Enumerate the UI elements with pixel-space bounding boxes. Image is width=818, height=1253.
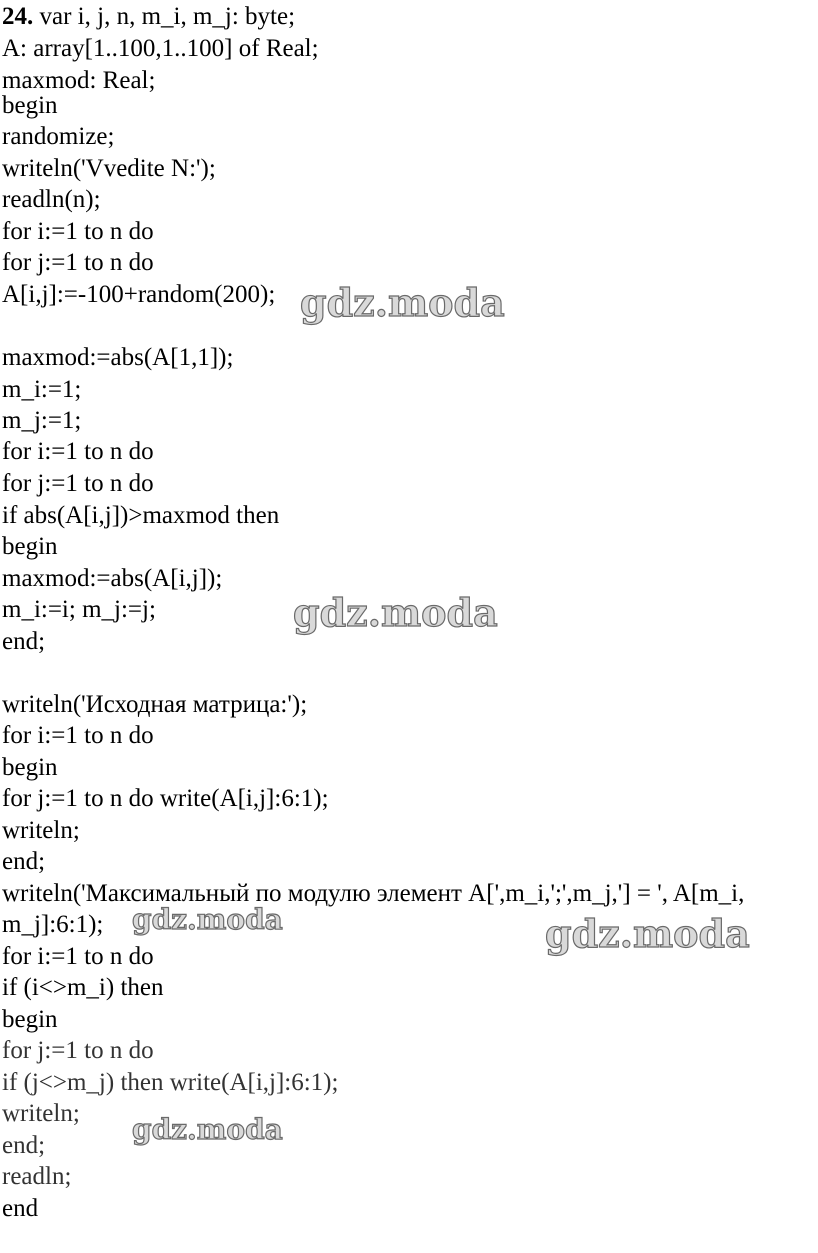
code-line-17: begin (2, 533, 58, 560)
code-line-29: for i:=1 to n do (2, 943, 154, 970)
code-line-18: maxmod:=abs(A[i,j]); (2, 565, 223, 592)
code-text: var i, j, n, m_i, m_j: byte; (33, 3, 296, 30)
code-line-32: for j:=1 to n do (2, 1037, 154, 1064)
code-line-35: end; (2, 1132, 46, 1159)
code-line-27: writeln('Максимальный по модулю элемент A[',m_i,';',m_j,'] = ', A[m_i, (2, 880, 745, 907)
code-line-1 (2, 2, 295, 32)
code-line-5: randomize; (2, 123, 115, 150)
code-line-28: m_j]:6:1); (2, 911, 104, 938)
code-line-23: begin (2, 754, 58, 781)
watermark: gdz.moda (132, 903, 283, 936)
code-line-26: end; (2, 848, 46, 875)
code-line-20: end; (2, 628, 46, 655)
code-line-22: for i:=1 to n do (2, 722, 154, 749)
code-line-37: end (2, 1195, 39, 1222)
code-line-19: m_i:=i; m_j:=j; (2, 596, 156, 623)
code-line-31: begin (2, 1006, 58, 1033)
code-line-24: for j:=1 to n do write(A[i,j]:6:1); (2, 785, 329, 812)
code-line-13: m_j:=1; (2, 407, 82, 434)
watermark: gdz.moda (293, 590, 498, 635)
watermark: gdz.moda (132, 1113, 283, 1146)
code-line-15: for j:=1 to n do (2, 470, 154, 497)
code-line-36: readln; (2, 1163, 72, 1190)
code-line-14: for i:=1 to n do (2, 438, 154, 465)
code-line-11: maxmod:=abs(A[1,1]); (2, 344, 234, 371)
code-line-8: for i:=1 to n do (2, 218, 154, 245)
code-line-6: writeln('Vvedite N:'); (2, 155, 216, 182)
code-line-10: A[i,j]:=-100+random(200); (2, 281, 276, 308)
code-line-16: if abs(A[i,j])>maxmod then (2, 502, 280, 529)
watermark: gdz.moda (545, 911, 750, 956)
code-line-9: for j:=1 to n do (2, 249, 154, 276)
code-line-25: writeln; (2, 817, 80, 844)
code-line-34: writeln; (2, 1100, 80, 1127)
code-line-21: writeln('Исходная матрица:'); (2, 691, 308, 718)
code-line-7: readln(n); (2, 186, 101, 213)
problem-number: 24. (2, 3, 34, 30)
watermark: gdz.moda (300, 280, 505, 325)
code-line-33: if (j<>m_j) then write(A[i,j]:6:1); (2, 1069, 339, 1096)
code-line-30: if (i<>m_i) then (2, 974, 164, 1001)
code-line-3: maxmod: Real; (2, 67, 156, 94)
code-line-2: A: array[1..100,1..100] of Real; (2, 35, 319, 62)
code-line-12: m_i:=1; (2, 376, 82, 403)
code-line-4: begin (2, 92, 58, 119)
